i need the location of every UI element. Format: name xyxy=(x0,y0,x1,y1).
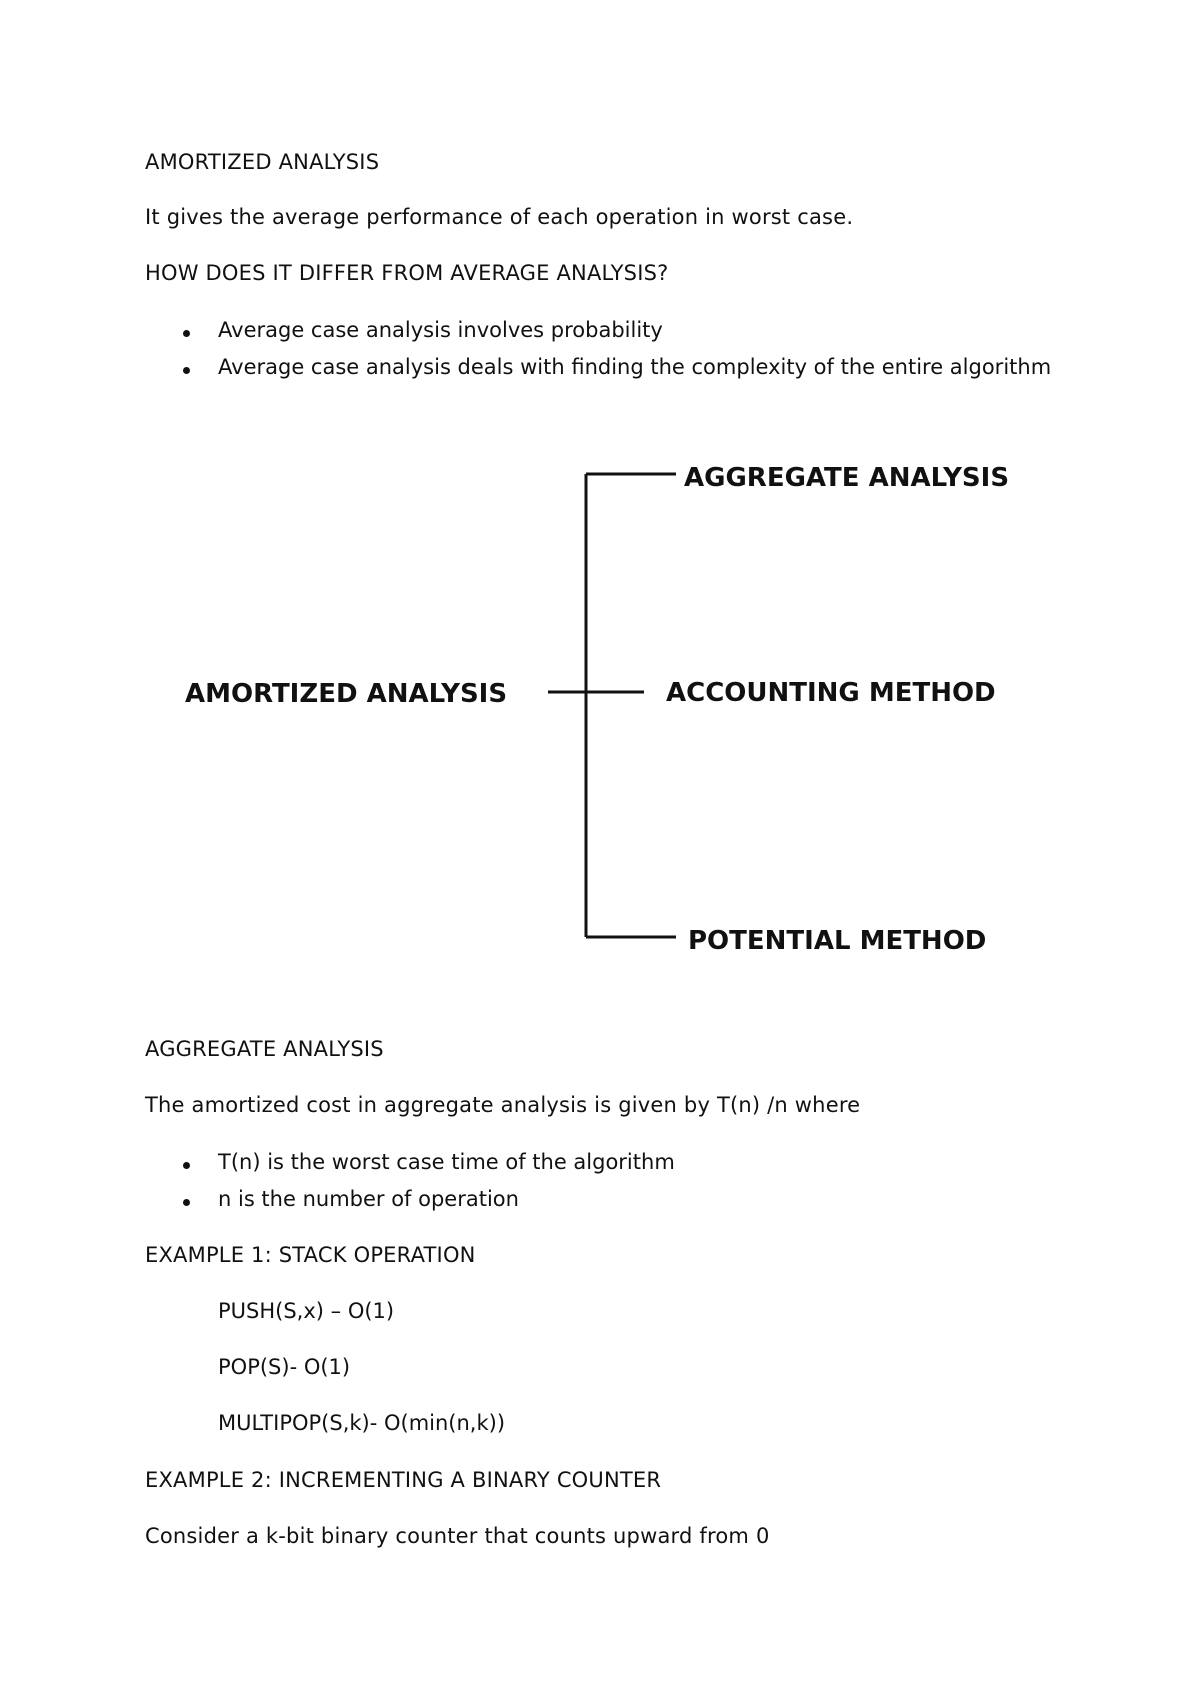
list-item: T(n) is the worst case time of the algorithm xyxy=(218,1150,675,1174)
example2-text: Consider a k-bit binary counter that counts upward from 0 xyxy=(145,1524,770,1548)
example1-op-multipop: MULTIPOP(S,k)- O(min(n,k)) xyxy=(218,1411,506,1435)
diagram-branch-accounting: ACCOUNTING METHOD xyxy=(666,678,996,708)
heading-aggregate-analysis: AGGREGATE ANALYSIS xyxy=(145,1037,384,1061)
list-item: Average case analysis deals with finding the complexity of the entire algorithm xyxy=(218,355,1052,379)
bullet-icon xyxy=(183,330,190,337)
bullet-icon xyxy=(183,1199,190,1206)
bullet-icon xyxy=(183,367,190,374)
example1-title: EXAMPLE 1: STACK OPERATION xyxy=(145,1243,476,1267)
intro-text: It gives the average performance of each operation in worst case. xyxy=(145,205,854,229)
list-item: n is the number of operation xyxy=(218,1187,519,1211)
example1-op-push: PUSH(S,x) – O(1) xyxy=(218,1299,395,1323)
example2-title: EXAMPLE 2: INCREMENTING A BINARY COUNTER xyxy=(145,1468,662,1492)
list-item: Average case analysis involves probability xyxy=(218,318,663,342)
example1-op-pop: POP(S)- O(1) xyxy=(218,1355,351,1379)
bullet-icon xyxy=(183,1162,190,1169)
heading-amortized-analysis: AMORTIZED ANALYSIS xyxy=(145,150,380,174)
diagram-root-label: AMORTIZED ANALYSIS xyxy=(185,679,508,709)
diagram-branch-aggregate: AGGREGATE ANALYSIS xyxy=(684,463,1010,493)
difference-question: HOW DOES IT DIFFER FROM AVERAGE ANALYSIS? xyxy=(145,261,669,285)
diagram-branch-potential: POTENTIAL METHOD xyxy=(688,926,987,956)
aggregate-intro-text: The amortized cost in aggregate analysis is given by T(n) /n where xyxy=(145,1093,861,1117)
